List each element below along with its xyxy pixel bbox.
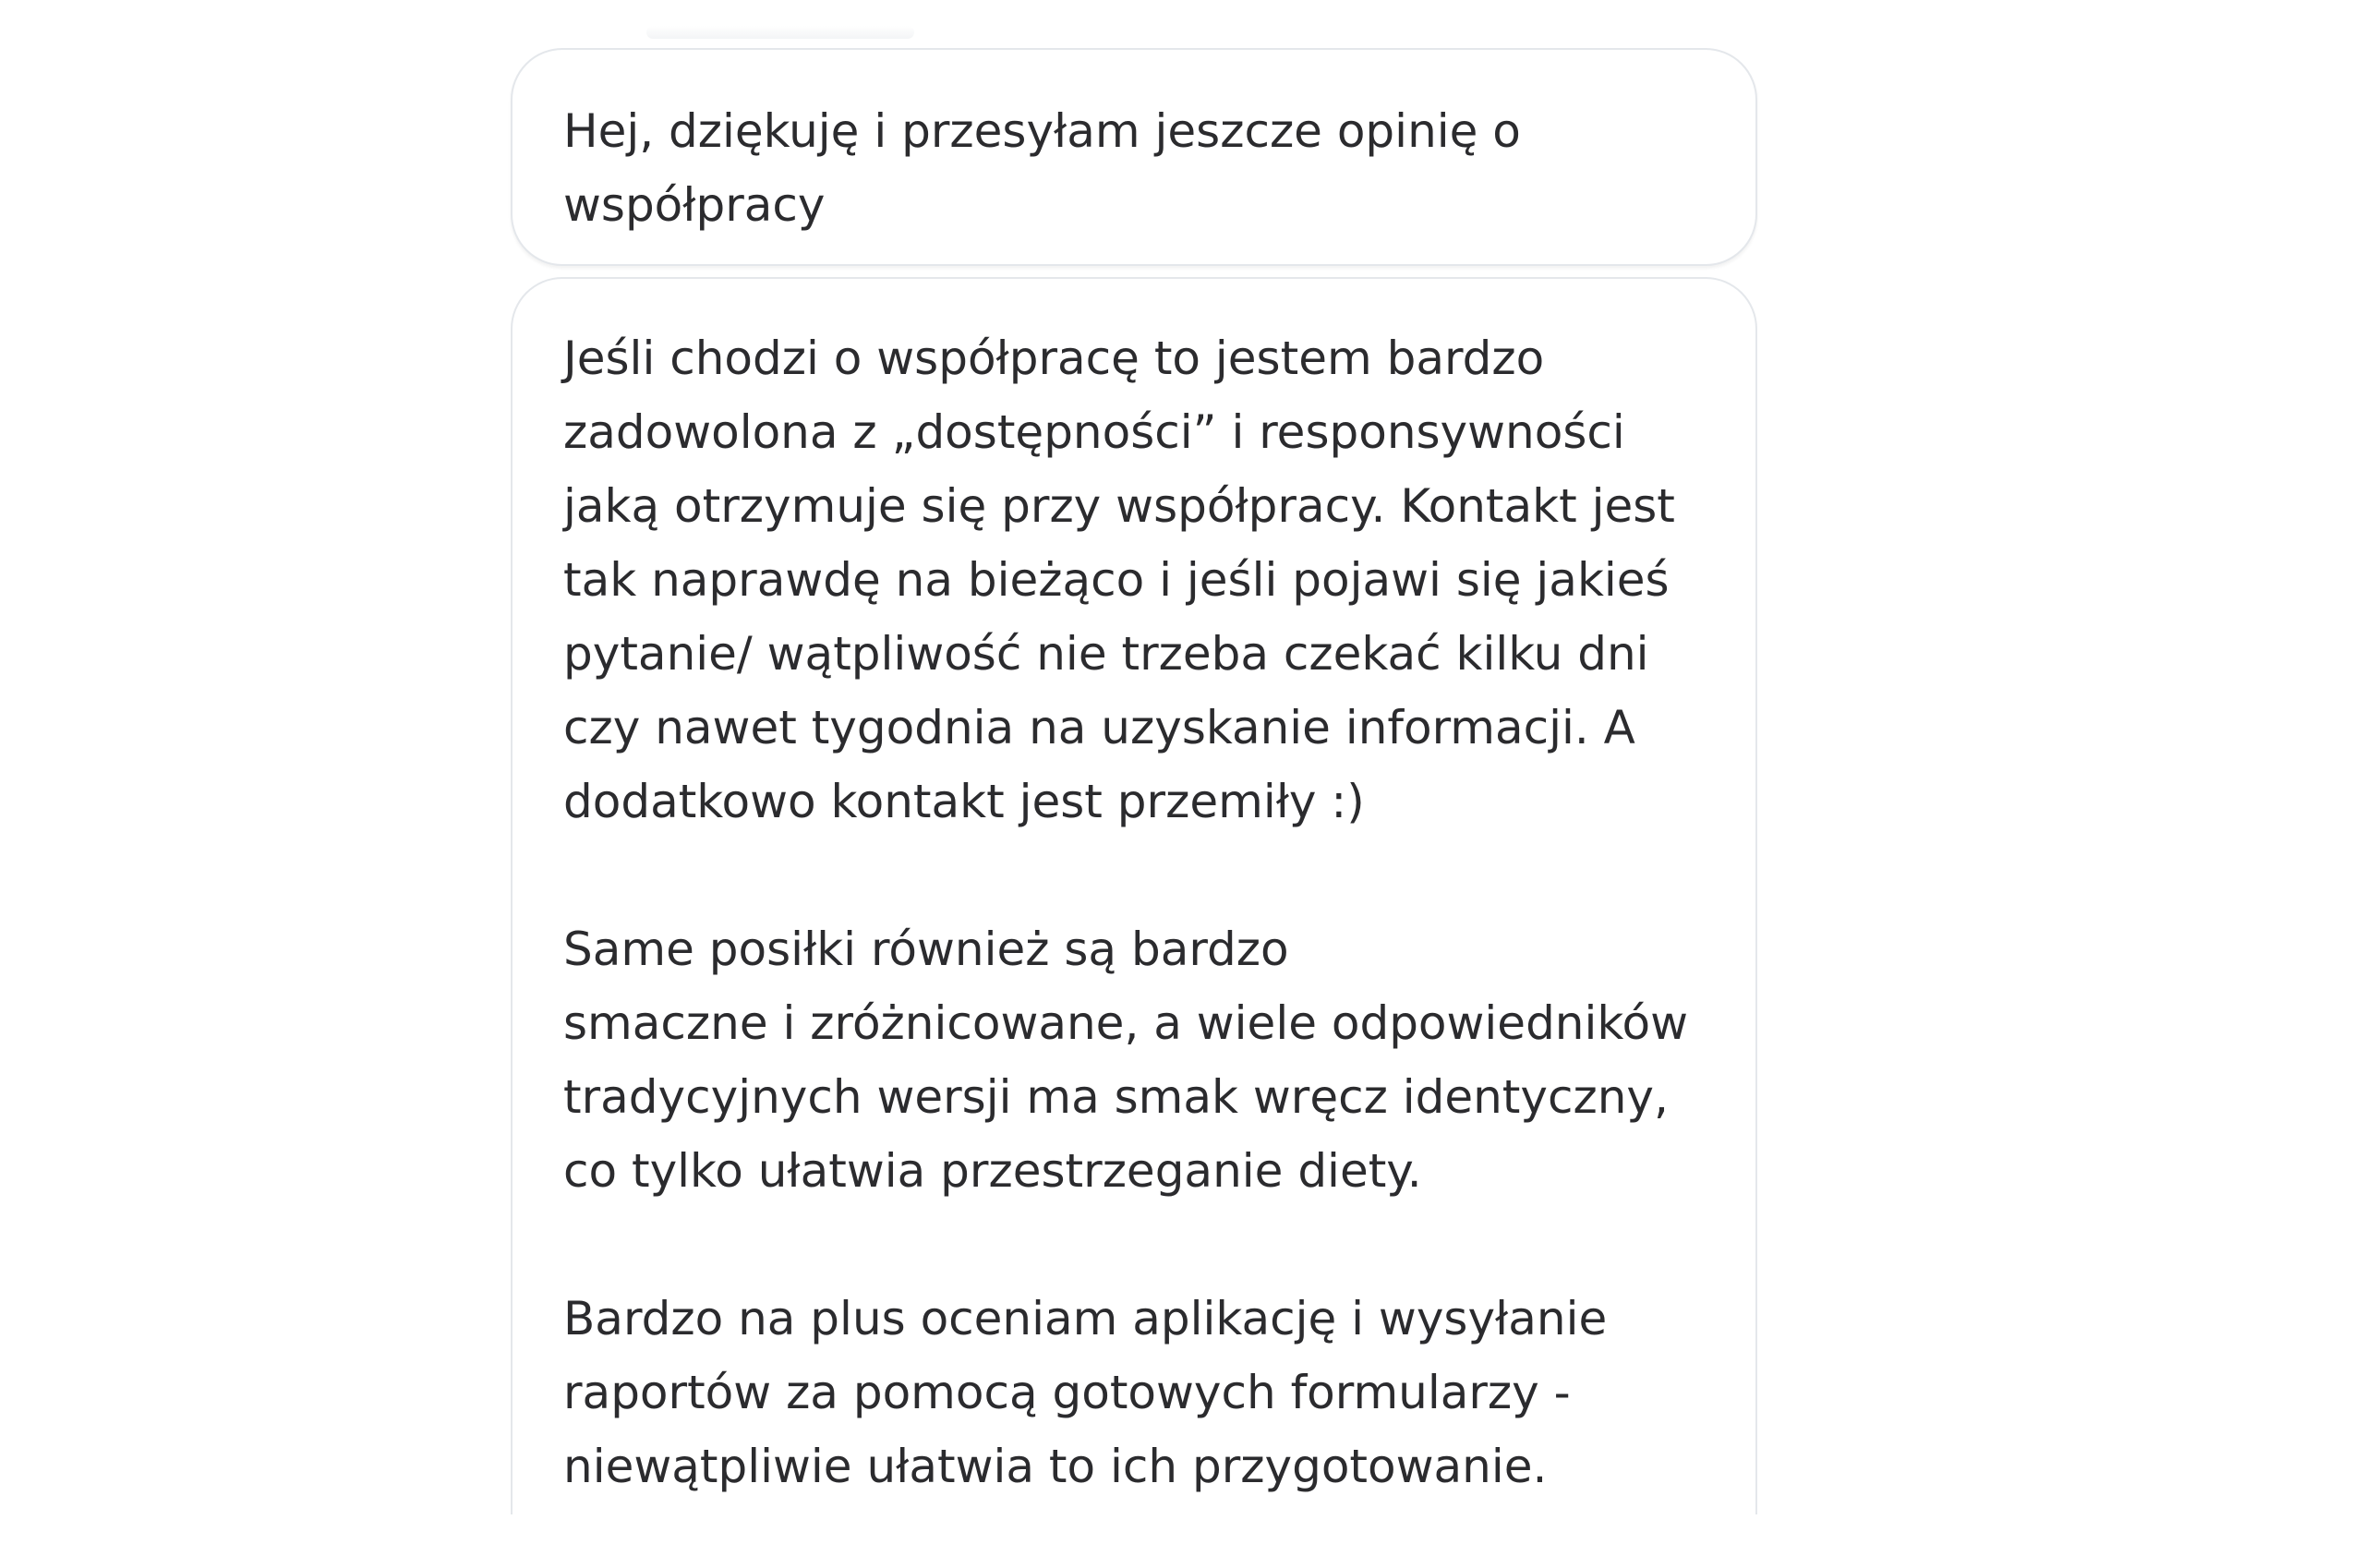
- message-paragraph-app: Bardzo na plus oceniam aplikację i wysyłanie raportów za pomocą gotowych formularzy - niewątpliwie ułatwia to ich przygotowanie.: [563, 1292, 1608, 1493]
- paragraph-spacer: [563, 1208, 1709, 1282]
- message-bubble-greeting[interactable]: [511, 48, 1757, 266]
- message-text: Hej, dziękuję i przesyłam jeszcze opinię o współpracy: [563, 104, 1521, 232]
- scroll-edge-fade: [646, 26, 914, 39]
- message-bubble-review[interactable]: [511, 277, 1757, 1514]
- message-paragraph-cooperation: Jeśli chodzi o współpracę to jestem bardzo zadowolona z „dostępności” i responsywności jaką otrzymuje się przy współpracy. Kontakt jest tak naprawdę na bieżąco i jeśli pojawi się jakieś pytanie/ wątpliwość nie trzeba czekać kilku dni czy nawet tygodnia na uzyskanie informacji. A dodatkowo kontakt jest przemiły :): [563, 332, 1675, 828]
- paragraph-spacer: [563, 838, 1709, 912]
- message-paragraph-meals: Same posiłki również są bardzo smaczne i zróżnicowane, a wiele odpowiedników tradycyjnych wersji ma smak wręcz identyczny, co tylko ułatwia przestrzeganie diety.: [563, 923, 1689, 1198]
